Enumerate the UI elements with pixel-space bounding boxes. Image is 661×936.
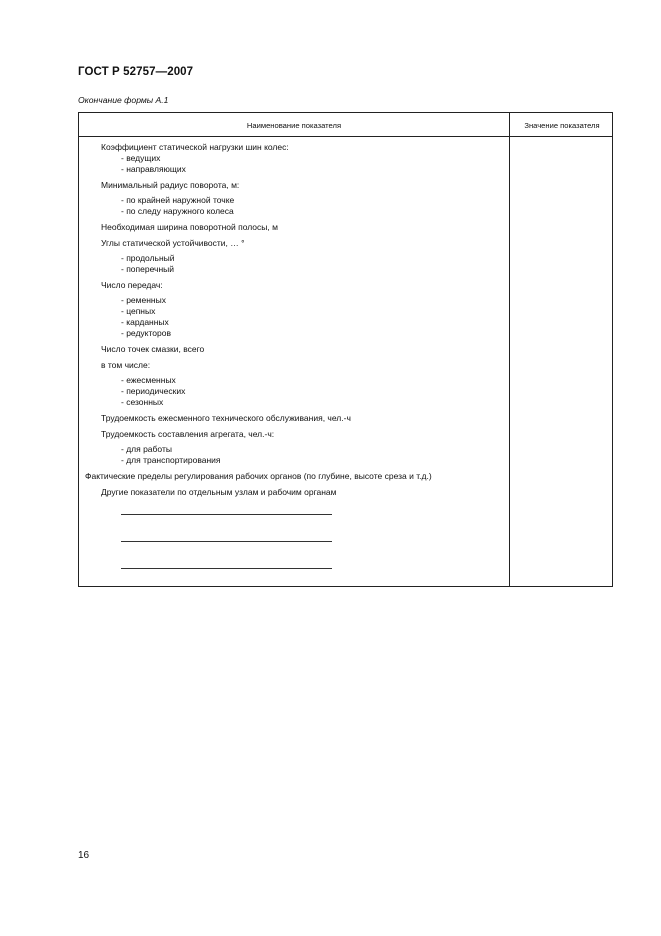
column-header-name: Наименование показателя [246,121,342,130]
blank-entry-line [121,502,332,515]
indicator-sub-item: - для транспортирования [121,455,221,465]
indicator-other-parameters: Другие показатели по отдельным узлам и рабочим органам [101,487,337,497]
document-header: ГОСТ Р 52757—2007 [78,66,194,78]
header-divider [79,136,612,137]
form-caption: Окончание формы А.1 [78,95,169,105]
indicator-lubrication-points-total: Число точек смазки, всего [101,344,205,354]
form-table [78,112,613,587]
indicator-sub-item: - поперечный [121,264,175,274]
indicator-lubrication-points-including: в том числе: [101,360,151,370]
column-header-value: Значение показателя [524,121,600,130]
indicator-unit-assembly-labor: Трудоемкость составления агрегата, чел.-ч: [101,429,275,439]
blank-entry-line [121,556,332,569]
page-number: 16 [78,850,90,861]
column-divider [509,113,510,586]
indicator-daily-maintenance-labor: Трудоемкость ежесменного технического обслуживания, чел.-ч [101,413,351,423]
blank-entry-line [121,529,332,542]
indicator-sub-item: - сезонных [121,397,164,407]
indicator-list [85,139,504,569]
indicator-stability-angles: Углы статической устойчивости, … ° [101,238,245,248]
indicator-sub-item: - по крайней наружной точке [121,195,235,205]
indicator-number-of-transmissions: Число передач: [101,280,163,290]
indicator-sub-item: - для работы [121,444,172,454]
indicator-min-turn-radius: Минимальный радиус поворота, м: [101,180,240,190]
indicator-sub-item: - ведущих [121,153,161,163]
indicator-sub-item: - по следу наружного колеса [121,206,234,216]
indicator-sub-item: - периодических [121,386,186,396]
indicator-tire-load-coefficient: Коэффициент статической нагрузки шин колес: [101,142,289,152]
indicator-sub-item: - продольный [121,253,175,263]
indicator-sub-item: - ежесменных [121,375,176,385]
indicator-working-parts-adjustment-limits: Фактические пределы регулирования рабочих органов (по глубине, высоте среза и т.д.) [85,471,432,481]
indicator-sub-item: - направляющих [121,164,186,174]
indicator-turn-strip-width: Необходимая ширина поворотной полосы, м [101,222,278,232]
indicator-sub-item: - карданных [121,317,169,327]
indicator-sub-item: - цепных [121,306,156,316]
indicator-sub-item: - ременных [121,295,166,305]
indicator-sub-item: - редукторов [121,328,171,338]
